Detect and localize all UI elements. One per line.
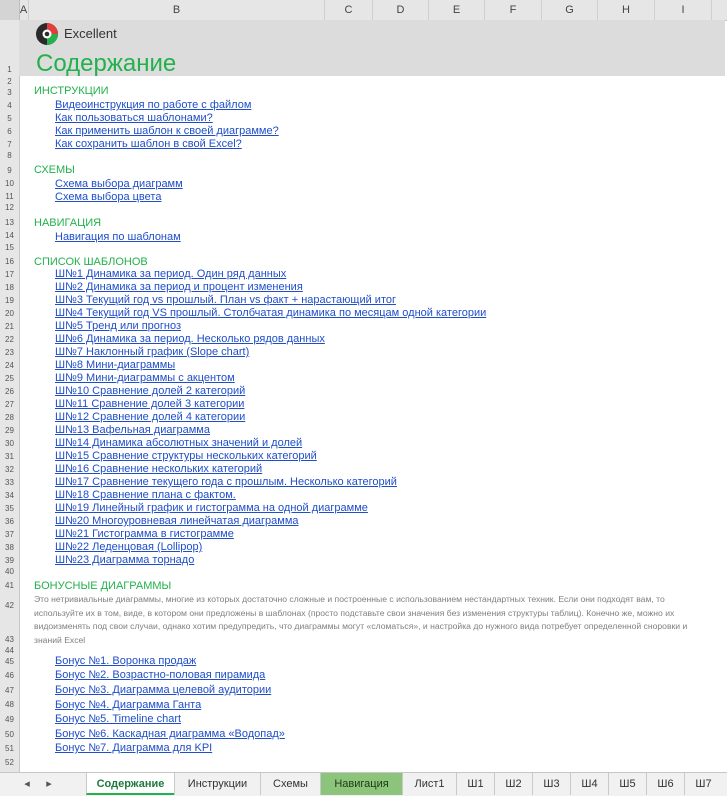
column-header-i[interactable]: I <box>655 0 712 20</box>
template-link[interactable]: Ш№1 Динамика за период. Один ряд данных <box>55 268 287 280</box>
row-header-32[interactable]: 32 <box>5 465 14 474</box>
template-link[interactable]: Ш№13 Вафельная диаграмма <box>55 424 210 436</box>
column-header-c[interactable]: C <box>325 0 373 20</box>
bonus-link[interactable]: Бонус №2. Возрастно-половая пирамида <box>55 669 266 681</box>
row-header-51[interactable]: 51 <box>5 744 14 753</box>
row-header-29[interactable]: 29 <box>5 426 14 435</box>
instruction-link[interactable]: Как сохранить шаблон в свой Excel? <box>55 138 242 150</box>
row-header-16[interactable]: 16 <box>5 257 14 266</box>
tab-sh5[interactable]: Ш5 <box>608 773 646 795</box>
row-header-25[interactable]: 25 <box>5 374 14 383</box>
row-header-15[interactable]: 15 <box>5 243 14 252</box>
template-link[interactable]: Ш№19 Линейный график и гистограмма на одной диаграмме <box>55 502 368 514</box>
tab-navigation[interactable]: Навигация <box>320 773 402 795</box>
template-link[interactable]: Ш№5 Тренд или прогноз <box>55 320 182 332</box>
row-header-52[interactable]: 52 <box>5 758 14 767</box>
tab-sh7[interactable]: Ш7 <box>684 773 722 795</box>
template-link[interactable]: Ш№10 Сравнение долей 2 категорий <box>55 385 246 397</box>
row-header-42[interactable]: 42 <box>5 601 14 610</box>
tab-sh1[interactable]: Ш1 <box>456 773 494 795</box>
row-header-9[interactable]: 9 <box>7 166 12 175</box>
row-header-28[interactable]: 28 <box>5 413 14 422</box>
scheme-link[interactable]: Схема выбора цвета <box>55 191 162 203</box>
row-header-26[interactable]: 26 <box>5 387 14 396</box>
row-header-11[interactable]: 11 <box>5 192 14 201</box>
select-all-corner[interactable] <box>0 0 20 20</box>
row-header-39[interactable]: 39 <box>5 556 14 565</box>
bonus-link[interactable]: Бонус №4. Диаграмма Ганта <box>55 699 202 711</box>
row-header-8[interactable]: 8 <box>7 151 12 160</box>
row-header-13[interactable]: 13 <box>5 218 14 227</box>
chevron-right-icon[interactable]: ▸ <box>46 778 52 790</box>
row-header-35[interactable]: 35 <box>5 504 14 513</box>
column-header-g[interactable]: G <box>542 0 598 20</box>
brand-name: Excellent <box>64 26 117 41</box>
template-link[interactable]: Ш№11 Сравнение долей 3 категории <box>55 398 245 410</box>
template-link[interactable]: Ш№7 Наклонный график (Slope chart) <box>55 346 250 358</box>
column-header-f[interactable]: F <box>485 0 542 20</box>
column-header-h[interactable]: H <box>598 0 655 20</box>
template-link[interactable]: Ш№22 Леденцовая (Lollipop) <box>55 541 203 553</box>
section-bonus: БОНУСНЫЕ ДИАГРАММЫ <box>34 580 172 592</box>
section-navigation: НАВИГАЦИЯ <box>34 217 102 229</box>
row-header-49[interactable]: 49 <box>5 715 14 724</box>
column-header-a[interactable]: A <box>19 0 29 20</box>
section-schemes: СХЕМЫ <box>34 164 75 176</box>
navigation-link[interactable]: Навигация по шаблонам <box>55 231 181 243</box>
row-header-23[interactable]: 23 <box>5 348 14 357</box>
section-instructions: ИНСТРУКЦИИ <box>34 85 109 97</box>
row-header-10[interactable]: 10 <box>5 179 14 188</box>
tab-sh3[interactable]: Ш3 <box>532 773 570 795</box>
row-header-7[interactable]: 7 <box>7 140 12 149</box>
row-header-30[interactable]: 30 <box>5 439 14 448</box>
row-header-17[interactable]: 17 <box>5 270 14 279</box>
row-header-50[interactable]: 50 <box>5 730 14 739</box>
template-link[interactable]: Ш№8 Мини-диаграммы <box>55 359 176 371</box>
row-header-4[interactable]: 4 <box>7 101 12 110</box>
instruction-link[interactable]: Видеоинструкция по работе с файлом <box>55 99 252 111</box>
row-header-12[interactable]: 12 <box>5 203 14 212</box>
row-header-24[interactable]: 24 <box>5 361 14 370</box>
row-header-21[interactable]: 21 <box>5 322 14 331</box>
template-link[interactable]: Ш№17 Сравнение текущего года с прошлым. Несколько категорий <box>55 476 397 488</box>
tab-sheet1[interactable]: Лист1 <box>402 773 456 795</box>
row-header-bar <box>0 20 20 772</box>
row-header-6[interactable]: 6 <box>7 127 12 136</box>
template-link[interactable]: Ш№9 Мини-диаграммы с акцентом <box>55 372 235 384</box>
bonus-link[interactable]: Бонус №1. Воронка продаж <box>55 655 197 667</box>
chevron-left-icon[interactable]: ◂ <box>24 778 30 790</box>
row-header-44[interactable]: 44 <box>5 646 14 655</box>
template-link[interactable]: Ш№23 Диаграмма торнадо <box>55 554 195 566</box>
template-link[interactable]: Ш№16 Сравнение нескольких категорий <box>55 463 263 475</box>
bonus-link[interactable]: Бонус №6. Каскадная диаграмма «Водопад» <box>55 728 285 740</box>
template-link[interactable]: Ш№21 Гистограмма в гистограмме <box>55 528 234 540</box>
tab-instructions[interactable]: Инструкции <box>174 773 260 795</box>
row-header-22[interactable]: 22 <box>5 335 14 344</box>
row-header-38[interactable]: 38 <box>5 543 14 552</box>
row-header-14[interactable]: 14 <box>5 231 14 240</box>
row-header-1[interactable]: 1 <box>7 65 12 74</box>
template-link[interactable]: Ш№14 Динамика абсолютных значений и долей <box>55 437 303 449</box>
tab-sh6[interactable]: Ш6 <box>646 773 684 795</box>
sheet-tab-bar <box>0 772 727 796</box>
row-header-40[interactable]: 40 <box>5 567 14 576</box>
column-header-e[interactable]: E <box>429 0 485 20</box>
template-link[interactable]: Ш№3 Текущий год vs прошлый. План vs факт + нарастающий итог <box>55 294 396 306</box>
instruction-link[interactable]: Как применить шаблон к своей диаграмме? <box>55 125 279 137</box>
row-header-45[interactable]: 45 <box>5 657 14 666</box>
column-header-b[interactable]: B <box>29 0 325 20</box>
tab-sh2[interactable]: Ш2 <box>494 773 532 795</box>
scheme-link[interactable]: Схема выбора диаграмм <box>55 178 183 190</box>
row-header-2[interactable]: 2 <box>7 77 12 86</box>
row-header-43[interactable]: 43 <box>5 635 14 644</box>
template-link[interactable]: Ш№4 Текущий год VS прошлый. Столбчатая динамика по месяцам одной категории <box>55 307 487 319</box>
bonus-link[interactable]: Бонус №5. Timeline chart <box>55 713 182 725</box>
template-link[interactable]: Ш№18 Сравнение плана с фактом. <box>55 489 236 501</box>
row-header-3[interactable]: 3 <box>7 88 12 97</box>
template-link[interactable]: Ш№12 Сравнение долей 4 категории <box>55 411 246 423</box>
row-header-37[interactable]: 37 <box>5 530 14 539</box>
row-header-5[interactable]: 5 <box>7 114 12 123</box>
row-header-20[interactable]: 20 <box>5 309 14 318</box>
template-link[interactable]: Ш№20 Многоуровневая линейчатая диаграмма <box>55 515 299 527</box>
bonus-link[interactable]: Бонус №3. Диаграмма целевой аудитории <box>55 684 272 696</box>
bonus-link[interactable]: Бонус №7. Диаграмма для KPI <box>55 742 213 754</box>
template-link[interactable]: Ш№6 Динамика за период. Несколько рядов данных <box>55 333 325 345</box>
column-header-d[interactable]: D <box>373 0 429 20</box>
tab-sh4[interactable]: Ш4 <box>570 773 608 795</box>
tab-schemes[interactable]: Схемы <box>260 773 320 795</box>
instruction-link[interactable]: Как пользоваться шаблонами? <box>55 112 213 124</box>
column-header-bar <box>0 0 727 21</box>
row-header-41[interactable]: 41 <box>5 581 14 590</box>
bonus-description: Это нетривиальные диаграммы, многие из которых достаточно сложные и построенные с использованием нестандартных техник. Если они подходят вам, то используйте их в том, виде, в котором они предложены в шаблонах (просто подставьте свои значения без изменения структуры таблиц). Конечно же, можно их видоизменять под свои случаи, однако хотим предупредить, что диаграммы могут «сломаться», и настройка до нужного вида потребует определенной сноровки и знаний Excel <box>34 594 688 645</box>
row-header-34[interactable]: 34 <box>5 491 14 500</box>
page-title: Содержание <box>36 50 177 77</box>
row-header-47[interactable]: 47 <box>5 686 14 695</box>
row-header-27[interactable]: 27 <box>5 400 14 409</box>
row-header-33[interactable]: 33 <box>5 478 14 487</box>
tab-contents[interactable]: Содержание <box>86 773 174 795</box>
row-header-19[interactable]: 19 <box>5 296 14 305</box>
template-link[interactable]: Ш№2 Динамика за период и процент изменения <box>55 281 303 293</box>
section-templates: СПИСОК ШАБЛОНОВ <box>34 256 148 268</box>
row-header-46[interactable]: 46 <box>5 671 14 680</box>
excellent-logo-icon <box>35 22 59 46</box>
row-header-31[interactable]: 31 <box>5 452 14 461</box>
template-link[interactable]: Ш№15 Сравнение структуры нескольких категорий <box>55 450 317 462</box>
row-header-18[interactable]: 18 <box>5 283 14 292</box>
row-header-48[interactable]: 48 <box>5 700 14 709</box>
row-header-36[interactable]: 36 <box>5 517 14 526</box>
